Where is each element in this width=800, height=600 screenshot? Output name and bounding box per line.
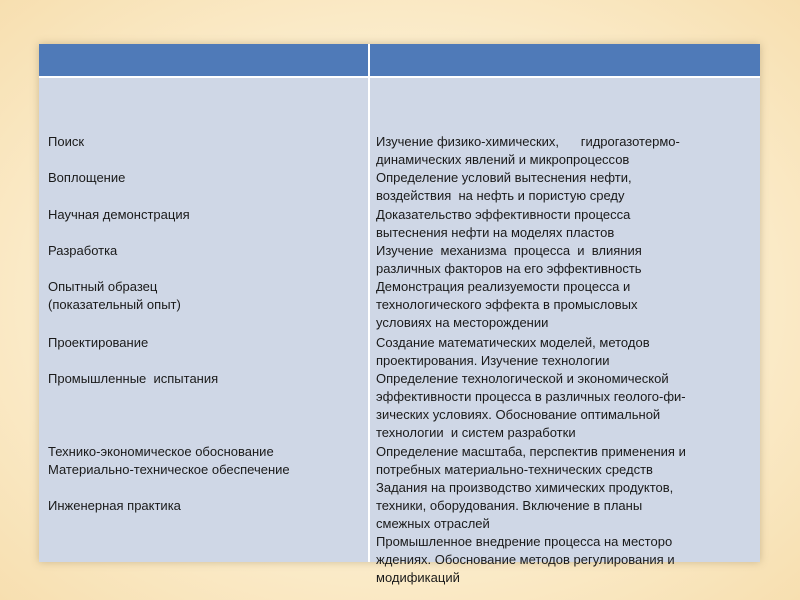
stage-demonstration: Научная демонстрация bbox=[48, 207, 190, 222]
header-cell-content bbox=[370, 44, 760, 76]
stage-design: Проектирование bbox=[48, 335, 149, 350]
stage-development: Разработка bbox=[48, 243, 118, 258]
content-demonstration: Доказательство эффективности процесса вытеснения нефти на моделях пластов bbox=[376, 207, 631, 240]
stage-search: Поиск bbox=[48, 134, 85, 149]
stage-feasibility: Технико-экономическое обоснование bbox=[48, 444, 274, 459]
table-header bbox=[39, 44, 760, 78]
content-search: Изучение физико-химических, гидрогазотермо- динамических явлений и микропроцессов bbox=[376, 134, 680, 167]
header-cell-stage bbox=[39, 44, 368, 76]
content-feasibility: Определение масштаба, перспектив применения и потребных материально-технических средств bbox=[376, 444, 686, 477]
table-body bbox=[39, 78, 760, 585]
stage-engineering: Инженерная практика bbox=[48, 498, 181, 513]
column-divider bbox=[368, 78, 370, 562]
content-prototype: Демонстрация реализуемости процесса и технологического эффекта в промысловых условиях на месторождении bbox=[376, 279, 638, 330]
stage-prototype-note: (показательный опыт) bbox=[48, 297, 181, 312]
content-design: Создание математических моделей, методов проектирования. Изучение технологии bbox=[376, 335, 650, 368]
content-engineering: Промышленное внедрение процесса на месторо ждениях. Обоснование методов регулирования и модификаций bbox=[376, 534, 675, 585]
stage-industrial-tests: Промышленные испытания bbox=[48, 371, 219, 386]
stage-embodiment: Воплощение bbox=[48, 170, 126, 185]
content-development: Изучение механизма процесса и влияния различных факторов на его эффективность bbox=[376, 243, 642, 276]
content-logistics: Задания на производство химических продуктов, техники, оборудования. Включение в планы смежных отраслей bbox=[376, 480, 674, 531]
content-embodiment: Определение условий вытеснения нефти, воздействия на нефть и пористую среду bbox=[376, 170, 632, 203]
slide-table bbox=[39, 44, 760, 585]
stage-prototype: Опытный образец bbox=[48, 279, 158, 294]
stage-logistics: Материально-техническое обеспечение bbox=[48, 462, 290, 477]
content-industrial-tests: Определение технологической и экономической эффективности процесса в различных геолого-фи- зических условиях. Обоснование оптимальной технологии и систем разработки bbox=[376, 371, 686, 440]
